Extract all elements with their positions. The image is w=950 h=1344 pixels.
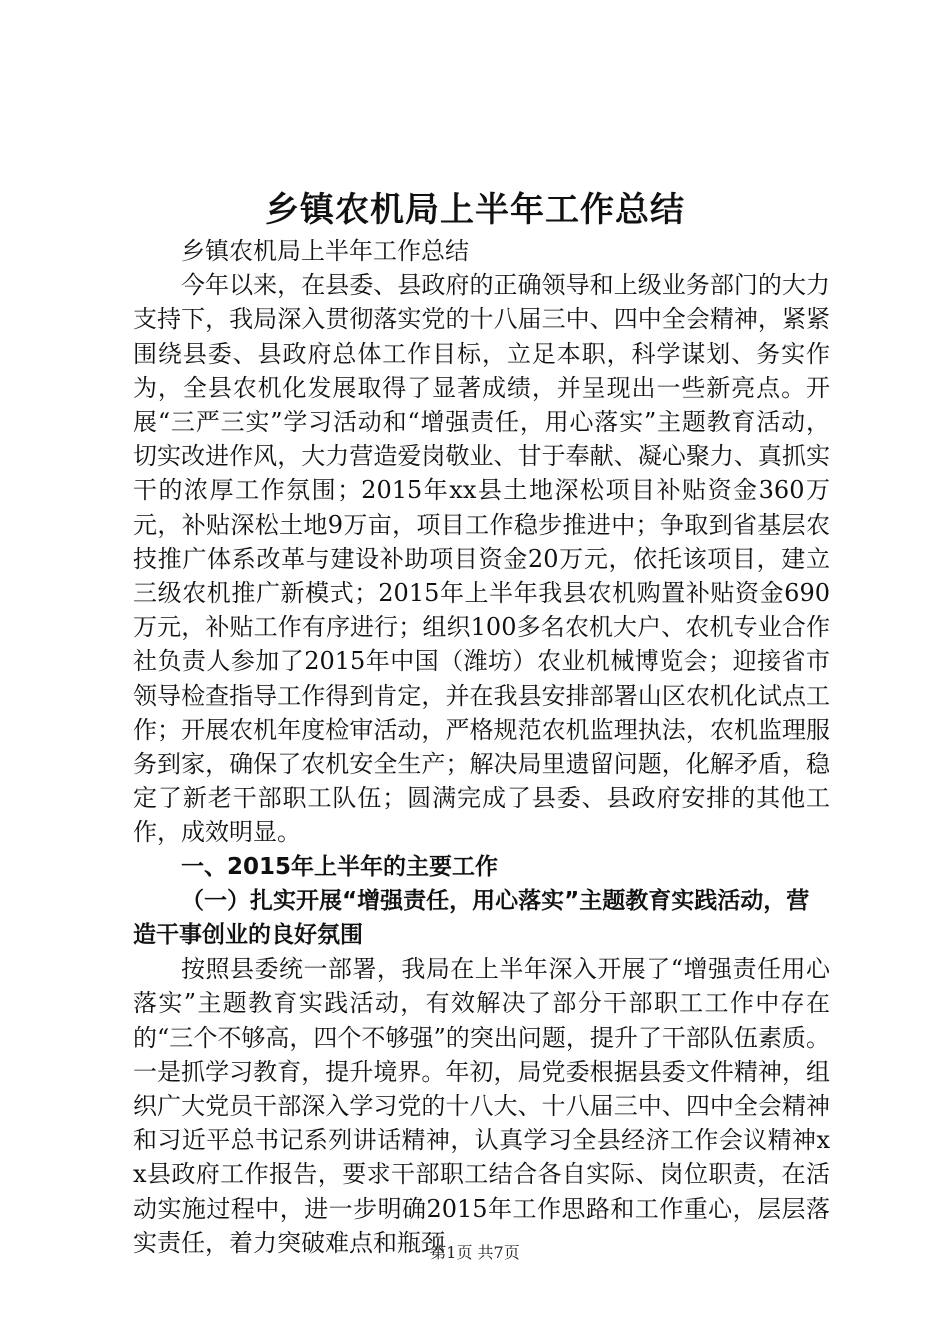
page-footer: 第1页 共7页 [430,1243,520,1262]
document-body [133,234,830,1260]
subtitle-paragraph: 乡镇农机局上半年工作总结 [181,237,469,265]
document-title: 乡镇农机局上半年工作总结 [265,190,685,230]
subsection-heading: （一）扎实开展“增强责任，用心落实”主题教育实践活动，营造干事创业的良好氛围 [133,887,810,949]
section-heading: 一、2015年上半年的主要工作 [181,853,499,880]
intro-paragraph: 今年以来，在县委、县政府的正确领导和上级业务部门的大力支持下，我局深入贯彻落实党的十八届三中、四中全会精神，紧紧围绕县委、县政府总体工作目标，立足本职，科学谋划、务实作为，全县农机化发展取得了显著成绩，并呈现出一些新亮点。开展“三严三实”学习活动和“增强责任，用心落实”主题教育活动，切实改进作风，大力营造爱岗敬业、甘于奉献、凝心聚力、真抓实干的浓厚工作氛围；2015年xx县土地深松项目补贴资金360万元，补贴深松土地9万亩，项目工作稳步推进中；争取到省基层农技推广体系改革与建设补助项目资金20万元，依托该项目，建立三级农机推广新模式；2015年上半年我县农机购置补贴资金690万元，补贴工作有序进行；组织100多名农机大户、农机专业合作社负责人参加了2015年中国（潍坊）农业机械博览会；迎接省市领导检查指导工作得到肯定，并在我县安排部署山区农机化试点工作；开展农机年度检审活动，严格规范农机监理执法，农机监理服务到家，确保了农机安全生产；解决局里遗留问题，化解矛盾，稳定了新老干部职工队伍；圆满完成了县委、县政府安排的其他工作，成效明显。 [133,271,830,847]
body-paragraph: 按照县委统一部署，我局在上半年深入开展了“增强责任用心落实”主题教育实践活动，有效解决了部分干部职工工作中存在的“三个不够高，四个不够强”的突出问题，提升了干部队伍素质。一是抓学习教育，提升境界。年初，局党委根据县委文件精神，组织广大党员干部深入学习党的十八大、十八届三中、四中全会精神和习近平总书记系列讲话精神，认真学习全县经济工作会议精神xx县政府工作报告，要求干部职工结合各自实际、岗位职责，在活动实施过程中，进一步明确2015年工作思路和工作重心，层层落实责任，着力突破难点和瓶颈 [133,955,830,1257]
